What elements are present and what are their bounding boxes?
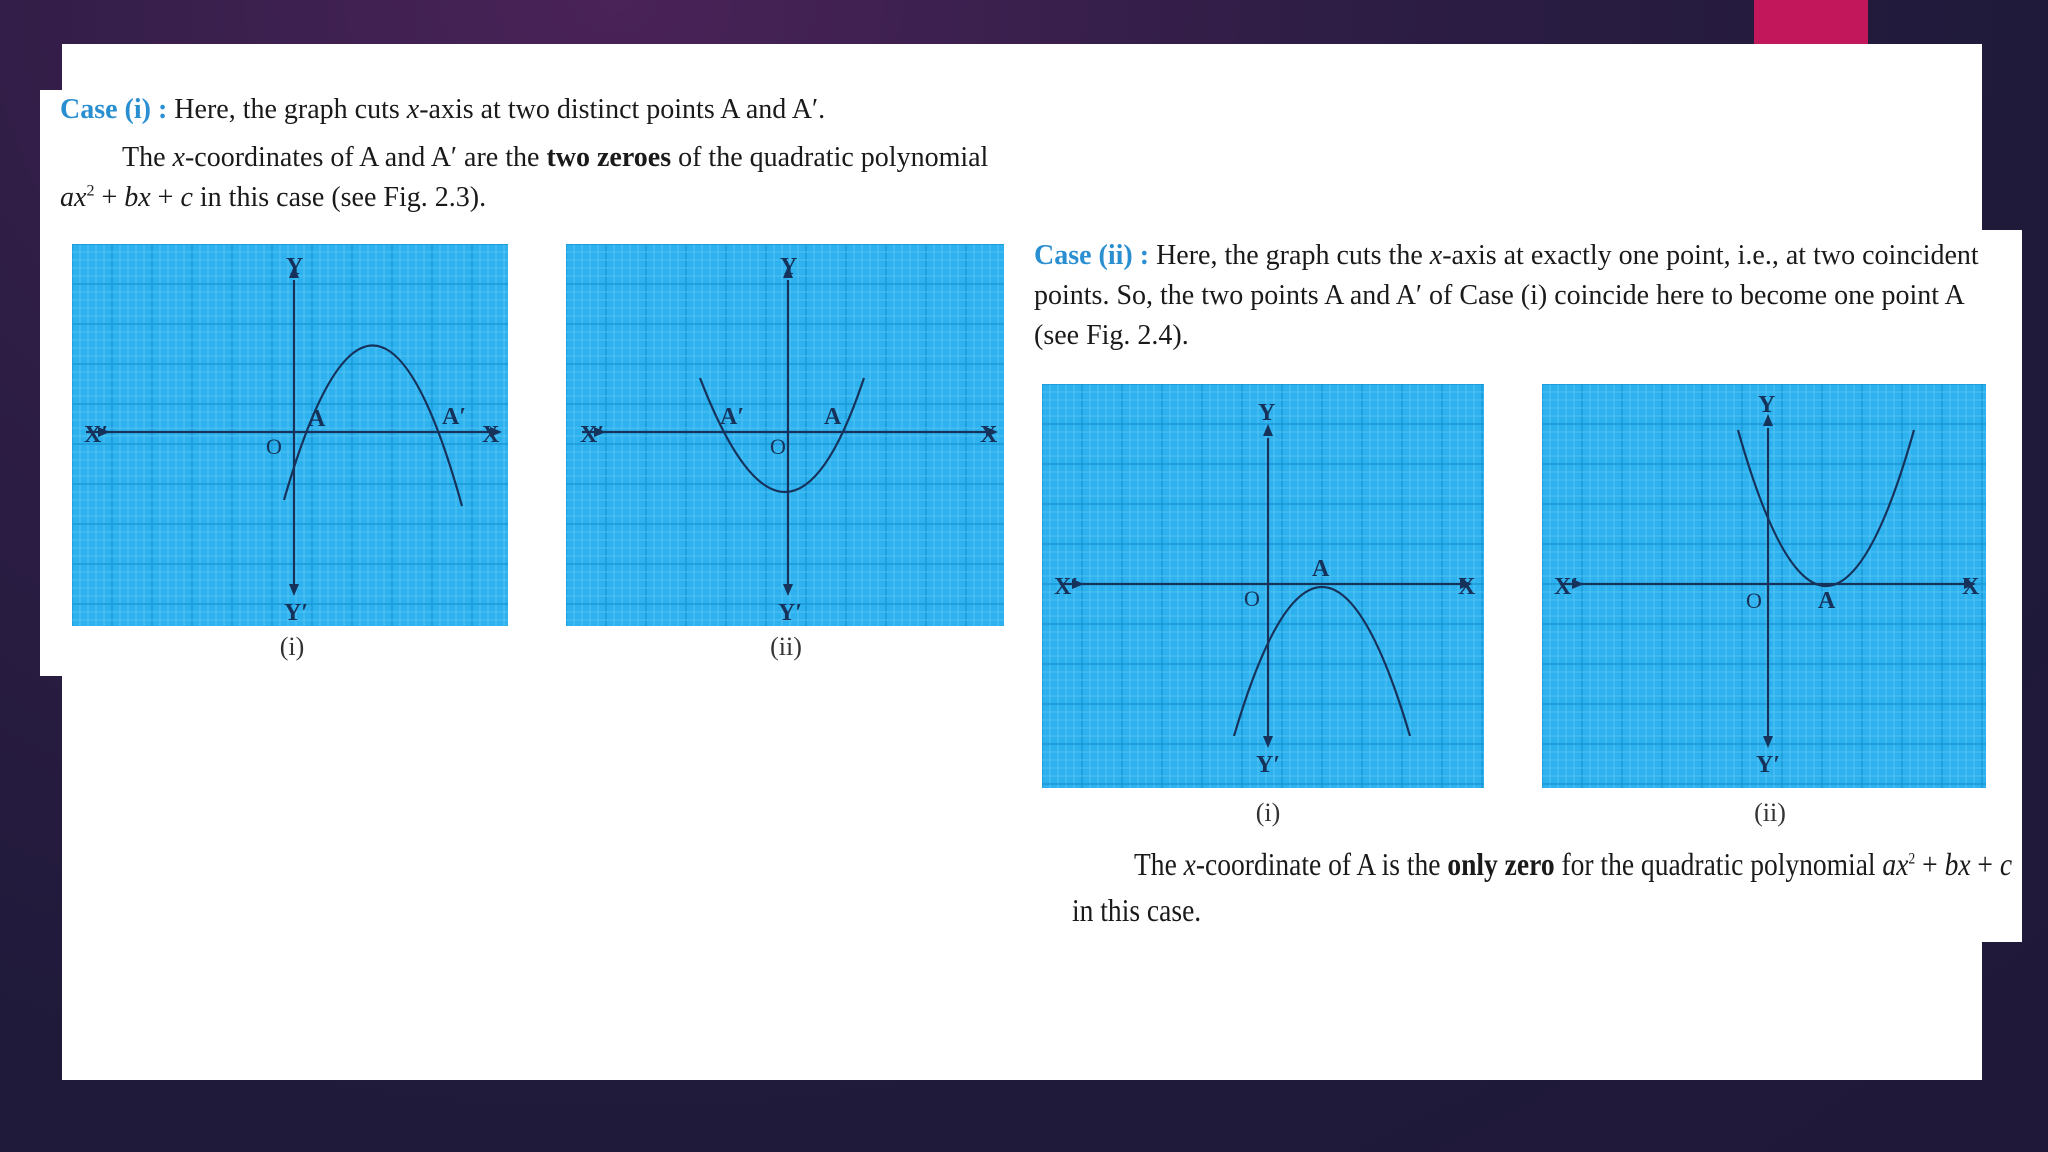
conc-c: c — [1999, 846, 2013, 882]
case2-line2: points. So, the two points A and A′ of Case (i) coincide here to become one point A — [1034, 280, 1965, 311]
case1-line1-text: Here, the graph cuts — [167, 94, 407, 125]
case1-line2-text: The — [122, 142, 173, 173]
y-label: Y — [1758, 392, 1776, 418]
y-prime-label: Y′ — [778, 600, 803, 626]
fig23-graph-ii — [566, 244, 1004, 626]
x-prime-label: X′ — [84, 422, 109, 448]
conc-mid: -coordinate of A is the — [1195, 846, 1448, 882]
conc-var: x — [1183, 846, 1196, 882]
x-prime-label: X′ — [1554, 574, 1579, 600]
poly-plus1: + — [94, 182, 125, 213]
point-a-prime-label: A′ — [442, 404, 467, 430]
point-a-label: A — [1312, 556, 1330, 582]
y-label: Y — [1258, 400, 1276, 426]
poly-bx: bx — [124, 182, 151, 213]
origin-label: O — [266, 434, 282, 459]
case1-line2-mid: -coordinates of A and A′ are the — [184, 142, 547, 173]
conc-bold: only zero — [1447, 846, 1555, 882]
y-prime-label: Y′ — [1756, 752, 1781, 778]
case1-line3-rest: in this case (see Fig. 2.3). — [192, 182, 487, 213]
graph-svg — [72, 244, 508, 626]
x-label: X — [482, 422, 500, 448]
point-a-label: A — [1818, 588, 1836, 614]
case2-heading: Case (ii) : — [1034, 240, 1150, 271]
case2-line1-rest: -axis at exactly one point, i.e., at two coincident — [1442, 240, 1979, 271]
fig23-graph-i — [72, 244, 508, 626]
fig24-graph-ii — [1542, 384, 1986, 788]
case1-heading: Case (i) : — [60, 94, 168, 125]
conc-rest: for the quadratic polynomial — [1554, 846, 1883, 882]
conc-plus2: + — [1970, 846, 2000, 882]
case2-conclusion-line1 — [1134, 848, 2012, 880]
conc-plus1: + — [1915, 846, 1945, 882]
case1-line2-rest: of the quadratic polynomial — [671, 142, 989, 173]
accent-bar — [1754, 0, 1868, 44]
y-prime-label: Y′ — [284, 600, 309, 626]
x-prime-label: X′ — [580, 422, 605, 448]
case1-line2-bold: two zeroes — [546, 142, 672, 173]
case1-line3 — [60, 184, 486, 212]
graph-svg — [566, 244, 1004, 626]
case1-line1-rest: -axis at two distinct points A and A′. — [419, 94, 826, 125]
origin-label: O — [1244, 586, 1260, 611]
poly-c: c — [180, 182, 193, 213]
case1-line1-var: x — [406, 94, 420, 125]
graph-svg — [1042, 384, 1484, 788]
case1-line2 — [122, 144, 988, 172]
point-a-label: A — [824, 404, 842, 430]
y-label: Y — [286, 254, 304, 280]
conc-sup: 2 — [1908, 850, 1916, 868]
x-label: X — [1458, 574, 1476, 600]
case2-line3: (see Fig. 2.4). — [1034, 320, 1189, 351]
poly-sup: 2 — [86, 182, 95, 200]
case1-line1 — [60, 96, 825, 124]
case2-line1-text: Here, the graph cuts the — [1149, 240, 1430, 271]
case1-line2-var: x — [172, 142, 185, 173]
poly-plus2: + — [150, 182, 181, 213]
origin-label: O — [770, 434, 786, 459]
y-label: Y — [780, 254, 798, 280]
case2-line1-var: x — [1429, 240, 1443, 271]
x-label: X — [1962, 574, 1980, 600]
x-label: X — [980, 422, 998, 448]
x-prime-label: X′ — [1054, 574, 1079, 600]
fig23-caption-i: (i) — [279, 632, 305, 661]
point-a-label: A — [308, 406, 326, 432]
conc-text: The — [1134, 846, 1184, 882]
y-prime-label: Y′ — [1256, 752, 1281, 778]
graph-svg — [1542, 384, 1986, 788]
fig24-caption-i: (i) — [1255, 798, 1281, 827]
fig23-caption-ii: (ii) — [770, 632, 802, 661]
fig24-graph-i — [1042, 384, 1484, 788]
poly-ax: ax — [60, 182, 87, 213]
origin-label: O — [1746, 588, 1762, 613]
conc-bx: bx — [1944, 846, 1971, 882]
case2-conclusion-line2: in this case. — [1072, 892, 1202, 928]
fig24-caption-ii: (ii) — [1754, 798, 1786, 827]
conc-ax: ax — [1882, 846, 1909, 882]
case2-line1 — [1034, 242, 1979, 270]
point-a-prime-label: A′ — [720, 404, 745, 430]
